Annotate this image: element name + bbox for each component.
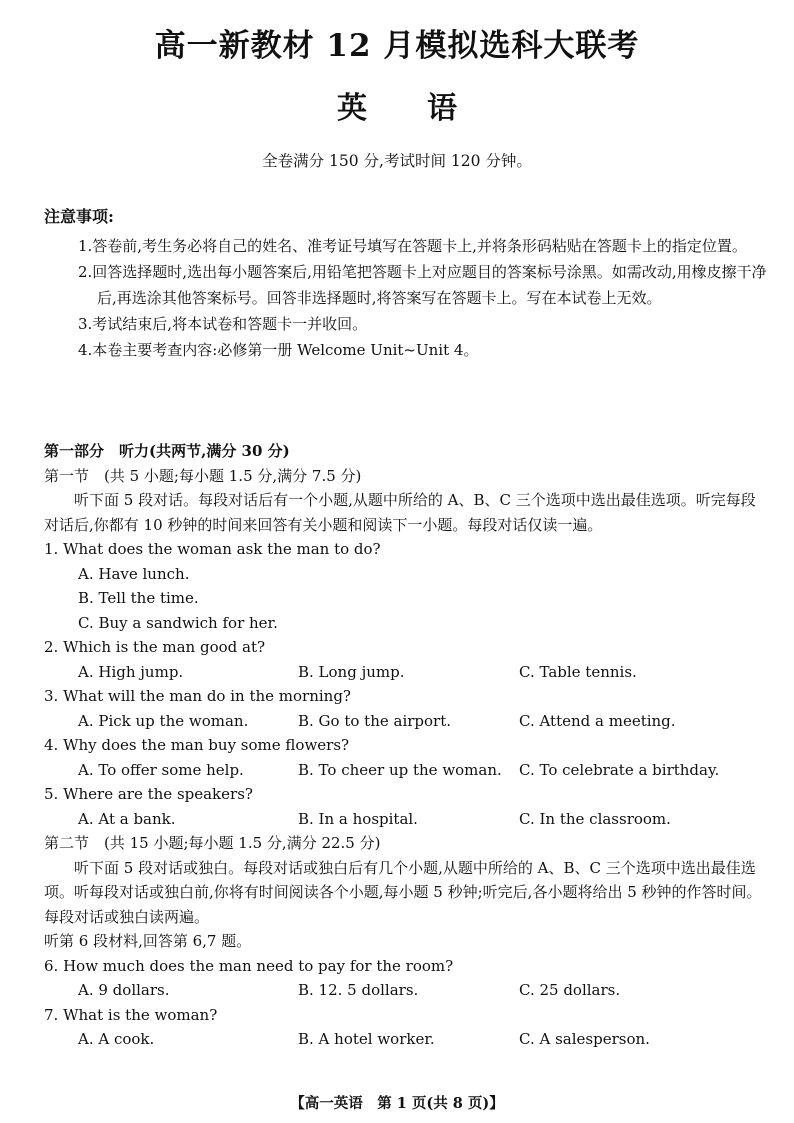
note-item: 2.回答选择题时,选出每小题答案后,用铅笔把答题卡上对应题目的答案标号涂黑。如需改动,用橡皮擦干净后,再选涂其他答案标号。回答非选择题时,将答案写在答题卡上。写在本试卷上无效。 — [78, 263, 767, 307]
question-stem: 4. Why does the man buy some flowers? — [44, 736, 350, 754]
option-b: B. Go to the airport. — [298, 711, 452, 730]
exam-duration-note: 全卷满分 150 分,考试时间 120 分钟。 — [262, 152, 532, 170]
note-item: 3.考试结束后,将本试卷和答题卡一并收回。 — [78, 315, 368, 333]
option-c: C. Table tennis. — [519, 662, 637, 681]
option-a: A. At a bank. — [78, 809, 176, 828]
option-a: A. To offer some help. — [78, 760, 244, 779]
options-row — [44, 807, 764, 832]
option-a: A. Pick up the woman. — [78, 711, 249, 730]
option-a: A. A cook. — [78, 1030, 155, 1048]
option-a: A. Have lunch. — [78, 564, 190, 583]
options-row — [44, 709, 764, 734]
exam-title: 高一新教材 12 月模拟选科大联考 — [154, 28, 640, 64]
option-b: B. 12. 5 dollars. — [298, 981, 419, 999]
question-stem: 2. Which is the man good at? — [44, 638, 266, 656]
option-c: C. Attend a meeting. — [519, 711, 676, 730]
option-b: B. A hotel worker. — [298, 1030, 435, 1048]
page-footer: 【高一英语 第 1 页(共 8 页)】 — [290, 1095, 504, 1112]
question-stem: 5. Where are the speakers? — [44, 785, 253, 803]
question-stem: 1. What does the woman ask the man to do? — [44, 540, 381, 558]
option-c: C. 25 dollars. — [519, 981, 621, 999]
options-row — [44, 978, 764, 1003]
option-a: A. High jump. — [78, 662, 184, 681]
option-c: C. To celebrate a birthday. — [519, 760, 720, 779]
section-instructions: 听下面 5 段对话或独白。每段对话或独白后有几个小题,从题中所给的 A、B、C 三个选项中选出最佳选项。听每段对话或独白前,你将有时间阅读各个小题,每小题 5 秒钟;听完后,各小题将给出 5 秒钟的作答时间。每段对话或独白读两遍。 — [44, 858, 762, 926]
notes-title: 注意事项: — [44, 207, 114, 226]
question-stem: 7. What is the woman? — [44, 1005, 218, 1024]
section-title: 第一节 (共 5 小题;每小题 1.5 分,满分 7.5 分) — [44, 466, 362, 485]
material-instruction: 听第 6 段材料,回答第 6,7 题。 — [44, 932, 252, 950]
options-row — [44, 758, 764, 783]
option-b: B. Tell the time. — [78, 589, 199, 607]
options-row — [44, 660, 764, 685]
section-instructions: 听下面 5 段对话。每段对话后有一个小题,从题中所给的 A、B、C 三个选项中选出最佳选项。听完每段对话后,你都有 10 秒钟的时间来回答有关小题和阅读下一小题。每段对话仅读一遍。 — [44, 491, 756, 534]
option-b: B. In a hospital. — [298, 809, 418, 828]
question-stem: 3. What will the man do in the morning? — [44, 687, 351, 705]
option-c: C. A salesperson. — [519, 1030, 650, 1048]
option-c: C. Buy a sandwich for her. — [78, 613, 278, 632]
note-item: 1.答卷前,考生务必将自己的姓名、准考证号填写在答题卡上,并将条形码粘贴在答题卡上的指定位置。 — [78, 237, 747, 255]
options-row — [44, 1027, 764, 1052]
option-c: C. In the classroom. — [519, 809, 671, 828]
option-a: A. 9 dollars. — [78, 981, 170, 999]
listening-part — [44, 439, 764, 1052]
option-b: B. To cheer up the woman. — [298, 760, 502, 779]
question-stem: 6. How much does the man need to pay for the room? — [44, 956, 454, 975]
option-b: B. Long jump. — [298, 662, 405, 681]
part-title: 第一部分 听力(共两节,满分 30 分) — [44, 442, 290, 460]
notes-section — [44, 204, 774, 363]
subject-title: 英语 — [337, 91, 517, 126]
note-item: 4.本卷主要考查内容:必修第一册 Welcome Unit~Unit 4。 — [78, 341, 479, 359]
section-title: 第二节 (共 15 小题;每小题 1.5 分,满分 22.5 分) — [44, 834, 381, 852]
